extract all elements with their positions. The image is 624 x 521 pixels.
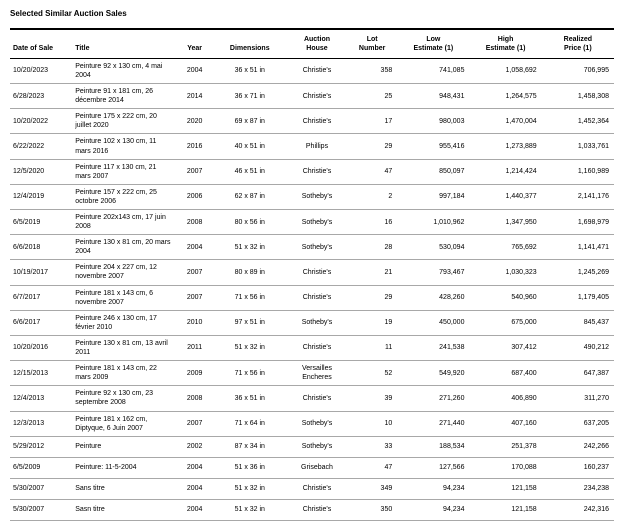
cell-lot-number: 25	[347, 84, 397, 109]
cell-lot-number: 358	[347, 58, 397, 83]
cell-dimensions: 62 x 87 in	[213, 184, 287, 209]
cell-high-estimate: 687,400	[469, 361, 541, 386]
cell-realized-price: 242,316	[542, 499, 614, 520]
table-row	[10, 159, 614, 184]
cell-dimensions: 69 x 87 in	[213, 109, 287, 134]
cell-lot-number: 10	[347, 411, 397, 436]
table-row	[10, 499, 614, 520]
cell-auction-house: Christie's	[287, 335, 347, 360]
cell-auction-house: Grisebach	[287, 457, 347, 478]
cell-year: 2010	[177, 310, 213, 335]
cell-low-estimate: 1,010,962	[397, 210, 469, 235]
cell-year: 2009	[177, 361, 213, 386]
cell-realized-price: 234,238	[542, 478, 614, 499]
cell-low-estimate: 94,234	[397, 499, 469, 520]
cell-low-estimate: 955,416	[397, 134, 469, 159]
cell-low-estimate: 450,000	[397, 310, 469, 335]
cell-dimensions: 40 x 51 in	[213, 134, 287, 159]
cell-lot-number: 47	[347, 457, 397, 478]
cell-title: Peinture 181 x 143 cm, 6 novembre 2007	[72, 285, 176, 310]
cell-auction-house: Sotheby's	[287, 436, 347, 457]
auction-sales-table	[10, 28, 614, 521]
table-row	[10, 457, 614, 478]
cell-dimensions: 87 x 34 in	[213, 436, 287, 457]
cell-high-estimate: 1,273,889	[469, 134, 541, 159]
cell-dimensions: 51 x 32 in	[213, 335, 287, 360]
cell-lot-number: 52	[347, 361, 397, 386]
table-row	[10, 411, 614, 436]
cell-year: 2004	[177, 478, 213, 499]
cell-year: 2007	[177, 159, 213, 184]
cell-date-of-sale: 10/20/2023	[10, 58, 72, 83]
cell-auction-house: Sotheby's	[287, 310, 347, 335]
cell-low-estimate: 997,184	[397, 184, 469, 209]
cell-title: Peinture 92 x 130 cm, 23 septembre 2008	[72, 386, 176, 411]
cell-year: 2014	[177, 84, 213, 109]
cell-auction-house: Christie's	[287, 84, 347, 109]
cell-dimensions: 80 x 56 in	[213, 210, 287, 235]
cell-title: Peinture 130 x 81 cm, 20 mars 2004	[72, 235, 176, 260]
cell-dimensions: 36 x 51 in	[213, 58, 287, 83]
cell-realized-price: 1,452,364	[542, 109, 614, 134]
cell-date-of-sale: 10/20/2016	[10, 335, 72, 360]
cell-date-of-sale: 6/7/2017	[10, 285, 72, 310]
cell-title: Peinture 204 x 227 cm, 12 novembre 2007	[72, 260, 176, 285]
cell-title: Peinture 246 x 130 cm, 17 février 2010	[72, 310, 176, 335]
cell-low-estimate: 271,260	[397, 386, 469, 411]
cell-high-estimate: 1,470,004	[469, 109, 541, 134]
column-header-date-of-sale: Date of Sale	[13, 45, 54, 53]
cell-dimensions: 97 x 51 in	[213, 310, 287, 335]
cell-high-estimate: 1,264,575	[469, 84, 541, 109]
cell-year: 2020	[177, 109, 213, 134]
cell-auction-house: Christie's	[287, 109, 347, 134]
cell-dimensions: 51 x 32 in	[213, 478, 287, 499]
cell-year: 2007	[177, 411, 213, 436]
cell-lot-number: 29	[347, 285, 397, 310]
cell-auction-house: Sotheby's	[287, 210, 347, 235]
cell-date-of-sale: 6/5/2009	[10, 457, 72, 478]
cell-low-estimate: 793,467	[397, 260, 469, 285]
cell-title: Peinture 181 x 162 cm, Diptyque, 6 Juin 2007	[72, 411, 176, 436]
cell-low-estimate: 980,003	[397, 109, 469, 134]
cell-low-estimate: 127,566	[397, 457, 469, 478]
cell-dimensions: 80 x 89 in	[213, 260, 287, 285]
cell-title: Peinture 117 x 130 cm, 21 mars 2007	[72, 159, 176, 184]
cell-high-estimate: 121,158	[469, 499, 541, 520]
column-header-dimensions: Dimensions	[229, 45, 270, 53]
cell-high-estimate: 1,030,323	[469, 260, 541, 285]
cell-date-of-sale: 6/28/2023	[10, 84, 72, 109]
cell-auction-house: Christie's	[287, 386, 347, 411]
table-row	[10, 134, 614, 159]
cell-high-estimate: 407,160	[469, 411, 541, 436]
cell-date-of-sale: 5/29/2012	[10, 436, 72, 457]
cell-high-estimate: 406,890	[469, 386, 541, 411]
cell-year: 2002	[177, 436, 213, 457]
column-header-high-estimate: High Estimate (1)	[485, 36, 526, 53]
cell-title: Peinture 130 x 81 cm, 13 avril 2011	[72, 335, 176, 360]
cell-lot-number: 28	[347, 235, 397, 260]
cell-realized-price: 490,212	[542, 335, 614, 360]
cell-auction-house: Christie's	[287, 260, 347, 285]
cell-realized-price: 1,160,989	[542, 159, 614, 184]
cell-lot-number: 349	[347, 478, 397, 499]
cell-low-estimate: 271,440	[397, 411, 469, 436]
table-row	[10, 310, 614, 335]
table-row	[10, 58, 614, 83]
cell-year: 2011	[177, 335, 213, 360]
cell-date-of-sale: 5/30/2007	[10, 499, 72, 520]
cell-year: 2008	[177, 386, 213, 411]
column-header-low-estimate: Low Estimate (1)	[413, 36, 454, 53]
cell-auction-house: Sotheby's	[287, 411, 347, 436]
cell-year: 2004	[177, 457, 213, 478]
cell-auction-house: Christie's	[287, 58, 347, 83]
cell-high-estimate: 251,378	[469, 436, 541, 457]
cell-realized-price: 1,698,979	[542, 210, 614, 235]
cell-auction-house: Christie's	[287, 285, 347, 310]
cell-low-estimate: 94,234	[397, 478, 469, 499]
cell-high-estimate: 1,214,424	[469, 159, 541, 184]
cell-date-of-sale: 12/5/2020	[10, 159, 72, 184]
cell-auction-house: Christie's	[287, 499, 347, 520]
cell-realized-price: 845,437	[542, 310, 614, 335]
cell-title: Sans titre	[72, 478, 176, 499]
cell-high-estimate: 540,960	[469, 285, 541, 310]
cell-year: 2016	[177, 134, 213, 159]
cell-date-of-sale: 6/5/2019	[10, 210, 72, 235]
cell-year: 2004	[177, 235, 213, 260]
cell-auction-house: Christie's	[287, 478, 347, 499]
cell-date-of-sale: 12/15/2013	[10, 361, 72, 386]
cell-lot-number: 16	[347, 210, 397, 235]
cell-lot-number: 47	[347, 159, 397, 184]
cell-auction-house: Christie's	[287, 159, 347, 184]
cell-realized-price: 1,141,471	[542, 235, 614, 260]
cell-dimensions: 51 x 32 in	[213, 235, 287, 260]
cell-title: Peinture 102 x 130 cm, 11 mars 2016	[72, 134, 176, 159]
table-row	[10, 260, 614, 285]
cell-lot-number: 350	[347, 499, 397, 520]
table-row	[10, 361, 614, 386]
cell-title: Sasn titre	[72, 499, 176, 520]
cell-lot-number: 33	[347, 436, 397, 457]
table-header-row	[10, 29, 614, 58]
cell-low-estimate: 741,085	[397, 58, 469, 83]
cell-realized-price: 637,205	[542, 411, 614, 436]
cell-lot-number: 21	[347, 260, 397, 285]
table-row	[10, 436, 614, 457]
cell-dimensions: 71 x 56 in	[213, 285, 287, 310]
cell-date-of-sale: 12/4/2019	[10, 184, 72, 209]
cell-realized-price: 160,237	[542, 457, 614, 478]
cell-title: Peinture	[72, 436, 176, 457]
cell-lot-number: 39	[347, 386, 397, 411]
cell-dimensions: 51 x 36 in	[213, 457, 287, 478]
cell-date-of-sale: 12/3/2013	[10, 411, 72, 436]
table-row	[10, 478, 614, 499]
cell-date-of-sale: 6/6/2017	[10, 310, 72, 335]
cell-low-estimate: 549,920	[397, 361, 469, 386]
cell-dimensions: 71 x 64 in	[213, 411, 287, 436]
cell-realized-price: 1,179,405	[542, 285, 614, 310]
cell-auction-house: Sotheby's	[287, 235, 347, 260]
cell-title: Peinture 181 x 143 cm, 22 mars 2009	[72, 361, 176, 386]
cell-year: 2008	[177, 210, 213, 235]
cell-title: Peinture 202x143 cm, 17 juin 2008	[72, 210, 176, 235]
cell-high-estimate: 1,058,692	[469, 58, 541, 83]
cell-date-of-sale: 12/4/2013	[10, 386, 72, 411]
cell-realized-price: 1,458,308	[542, 84, 614, 109]
cell-date-of-sale: 6/22/2022	[10, 134, 72, 159]
table-row	[10, 386, 614, 411]
cell-year: 2004	[177, 58, 213, 83]
table-row	[10, 84, 614, 109]
cell-dimensions: 51 x 32 in	[213, 499, 287, 520]
table-row	[10, 335, 614, 360]
cell-lot-number: 2	[347, 184, 397, 209]
cell-low-estimate: 188,534	[397, 436, 469, 457]
cell-low-estimate: 241,538	[397, 335, 469, 360]
column-header-realized-price: Realized Price (1)	[563, 36, 593, 53]
cell-auction-house: Sotheby's	[287, 184, 347, 209]
cell-high-estimate: 765,692	[469, 235, 541, 260]
table-row	[10, 235, 614, 260]
cell-year: 2007	[177, 285, 213, 310]
cell-realized-price: 706,995	[542, 58, 614, 83]
cell-realized-price: 242,266	[542, 436, 614, 457]
cell-high-estimate: 1,440,377	[469, 184, 541, 209]
cell-title: Peinture 91 x 181 cm, 26 décembre 2014	[72, 84, 176, 109]
table-row	[10, 210, 614, 235]
cell-realized-price: 1,033,761	[542, 134, 614, 159]
cell-auction-house: Phillips	[287, 134, 347, 159]
cell-lot-number: 11	[347, 335, 397, 360]
cell-dimensions: 46 x 51 in	[213, 159, 287, 184]
cell-dimensions: 71 x 56 in	[213, 361, 287, 386]
cell-date-of-sale: 5/30/2007	[10, 478, 72, 499]
cell-realized-price: 647,387	[542, 361, 614, 386]
cell-date-of-sale: 10/20/2022	[10, 109, 72, 134]
cell-high-estimate: 121,158	[469, 478, 541, 499]
cell-high-estimate: 307,412	[469, 335, 541, 360]
cell-title: Peinture 92 x 130 cm, 4 mai 2004	[72, 58, 176, 83]
cell-date-of-sale: 6/6/2018	[10, 235, 72, 260]
table-row	[10, 285, 614, 310]
column-header-lot-number: Lot Number	[358, 36, 386, 53]
cell-high-estimate: 675,000	[469, 310, 541, 335]
cell-year: 2004	[177, 499, 213, 520]
cell-high-estimate: 170,088	[469, 457, 541, 478]
cell-title: Peinture 175 x 222 cm, 20 juillet 2020	[72, 109, 176, 134]
cell-date-of-sale: 10/19/2017	[10, 260, 72, 285]
cell-year: 2007	[177, 260, 213, 285]
table-row	[10, 184, 614, 209]
cell-auction-house: Versailles Encheres	[287, 361, 347, 386]
cell-lot-number: 19	[347, 310, 397, 335]
cell-year: 2006	[177, 184, 213, 209]
cell-title: Peinture 157 x 222 cm, 25 octobre 2006	[72, 184, 176, 209]
column-header-auction-house: Auction House	[303, 36, 331, 53]
cell-realized-price: 311,270	[542, 386, 614, 411]
cell-dimensions: 36 x 51 in	[213, 386, 287, 411]
cell-lot-number: 17	[347, 109, 397, 134]
cell-low-estimate: 428,260	[397, 285, 469, 310]
column-header-year: Year	[187, 45, 202, 53]
cell-high-estimate: 1,347,950	[469, 210, 541, 235]
table-title: Selected Similar Auction Sales	[10, 9, 127, 18]
cell-low-estimate: 850,097	[397, 159, 469, 184]
cell-dimensions: 36 x 71 in	[213, 84, 287, 109]
column-header-title: Title	[75, 45, 90, 53]
cell-title: Peinture: 11-5-2004	[72, 457, 176, 478]
cell-low-estimate: 530,094	[397, 235, 469, 260]
table-row	[10, 109, 614, 134]
cell-realized-price: 1,245,269	[542, 260, 614, 285]
cell-low-estimate: 948,431	[397, 84, 469, 109]
cell-lot-number: 29	[347, 134, 397, 159]
cell-realized-price: 2,141,176	[542, 184, 614, 209]
